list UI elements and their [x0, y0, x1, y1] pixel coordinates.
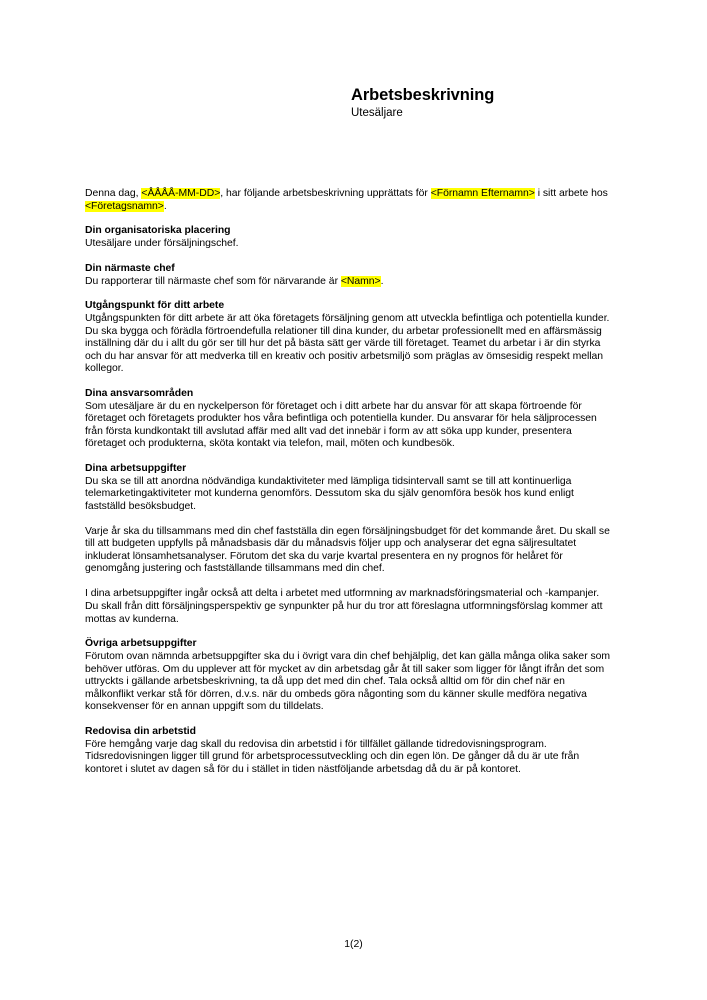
section-heading-utgangspunkt: Utgångspunkt för ditt arbete: [85, 300, 225, 312]
section-paragraph-utgangspunkt: Utgångspunkten för ditt arbete är att öka företagets försäljning genom att utveckla befintliga och potentiella kunder. Du ska bygga och förädla förtroendefulla relationer till dina kunder, du arbetar professionellt med en affärsmässig inställning där du i allt du gör ser till hur det på bästa sätt ger värde till företaget. Teamet du arbetar i är din styrka och du har ansvar för att medverka till en kreativ och positiv arbetsmiljö som präglas av ömsesidig respekt mellan kollegor.: [85, 313, 610, 375]
placeholder-date: <ÅÅÅÅ-MM-DD>: [141, 188, 221, 199]
section-heading-ansvarsomraden: Dina ansvarsområden: [85, 388, 194, 400]
section-paragraph-ovriga-arbetsuppgifter: Förutom ovan nämnda arbetsuppgifter ska du i övrigt vara din chef behjälplig, det kan gälla många olika saker som behöver utföras. Om du upplever att för mycket av din arbetsdag går åt till saker som ligger för långt ifrån det som uttryckts i gällande arbetsbeskrivning, ta då upp det med din chef. Tala också alltid om för din chef när en målkonflikt verkar stå för dörren, d.v.s. när du ombeds göra någonting som du känner skulle medföra negativa konsekvenser för en annan uppgift som du tilldelats.: [85, 650, 611, 713]
spacer: [85, 626, 613, 638]
intro-text-part1: Denna dag,: [85, 188, 142, 199]
section-paragraph-redovisa-arbetstid: Före hemgång varje dag skall du redovisa din arbetstid i för tillfället gällande tidredovisningsprogram. Tidsredovisningen ligger till grund för arbetsprocessutveckling och din egen lön. De gånger då du är ute från kontoret i slutet av dagen så för du i stället in tiden nästföljande arbetsdag då du är på kontoret.: [85, 738, 580, 775]
section-paragraph-narmaste-chef: [85, 276, 613, 289]
intro-text-part2: , har följande arbetsbeskrivning upprättats för: [220, 188, 431, 199]
page-subtitle: Utesäljare: [351, 107, 403, 119]
page-number: 1(2): [344, 939, 363, 950]
section-heading-redovisa-arbetstid: Redovisa din arbetstid: [85, 726, 196, 738]
section-paragraph-arbetsuppgifter-2: Varje år ska du tillsammans med din chef fastställa din egen försäljningsbudget för det kommande året. Du skall se till att budgeten uppfylls på månadsbasis där du månadsvis följer upp och analyserar det egna säljresultatet inkluderat lönsamhetsanalyser. Förutom det ska du varje kvartal presentera en ny prognos för helåret för genomgång justering och fastställande tillsammans med din chef.: [85, 525, 610, 575]
spacer: [85, 213, 613, 225]
spacer: [85, 714, 613, 726]
spacer: [85, 376, 613, 388]
placeholder-company-name: <Företagsnamn>: [85, 200, 164, 212]
document-body: [85, 188, 613, 776]
section-paragraph-arbetsuppgifter-1: Du ska se till att anordna nödvändiga kundaktiviteter med lämpliga tidsintervall samt se till att kontinuerliga telemarketingaktiviteter mot kunderna genomförs. Dessutom ska du själv genomföra besök hos kund enligt fastställd besöksbudget.: [85, 475, 574, 512]
section-heading-ovriga-arbetsuppgifter: Övriga arbetsuppgifter: [85, 638, 197, 650]
narmaste-chef-tail: .: [380, 275, 384, 287]
section-paragraph-ansvarsomraden: Som utesäljare är du en nyckelperson för företaget och i ditt arbete har du ansvar för att skapa förtroende för företaget och företagets produkter hos våra befintliga och potentiella kunder. Du ansvarar för hela säljprocessen från första kundkontakt till avslutad affär med allt vad det innebär i form av att söka upp kunder, presentera företaget och produkterna, sköta kontakt via telefon, mail, möten och kundbesök.: [85, 400, 597, 450]
section-heading-narmaste-chef: Din närmaste chef: [85, 262, 175, 274]
intro-paragraph: [85, 188, 613, 213]
spacer: [85, 576, 613, 588]
section-paragraph-arbetsuppgifter-3: I dina arbetsuppgifter ingår också att delta i arbetet med utformning av marknadsföringsmaterial och -kampanjer. Du skall från ditt försäljningsperspektiv ge synpunkter på hur du tror att föreslagna utformningsförslag kommer att mottas av kunderna.: [85, 588, 603, 625]
spacer: [85, 513, 613, 525]
spacer: [85, 451, 613, 463]
page-title: Arbetsbeskrivning: [351, 86, 495, 104]
section-heading-arbetsuppgifter: Dina arbetsuppgifter: [85, 463, 187, 475]
section-heading-organisatorisk-placering: Din organisatoriska placering: [85, 225, 231, 237]
spacer: [85, 251, 613, 263]
intro-text-part4: .: [163, 200, 167, 212]
section-paragraph-organisatorisk-placering: Utesäljare under försäljningschef.: [85, 238, 239, 250]
document-title-block: [351, 86, 651, 120]
narmaste-chef-lead: Du rapporterar till närmaste chef som för närvarande är: [85, 275, 341, 287]
placeholder-employee-name: <Förnamn Efternamn>: [430, 188, 535, 199]
spacer: [85, 288, 613, 300]
placeholder-manager-name: <Namn>: [340, 275, 381, 287]
page-footer: [0, 938, 707, 951]
intro-text-part3: i sitt arbete hos: [534, 188, 608, 199]
